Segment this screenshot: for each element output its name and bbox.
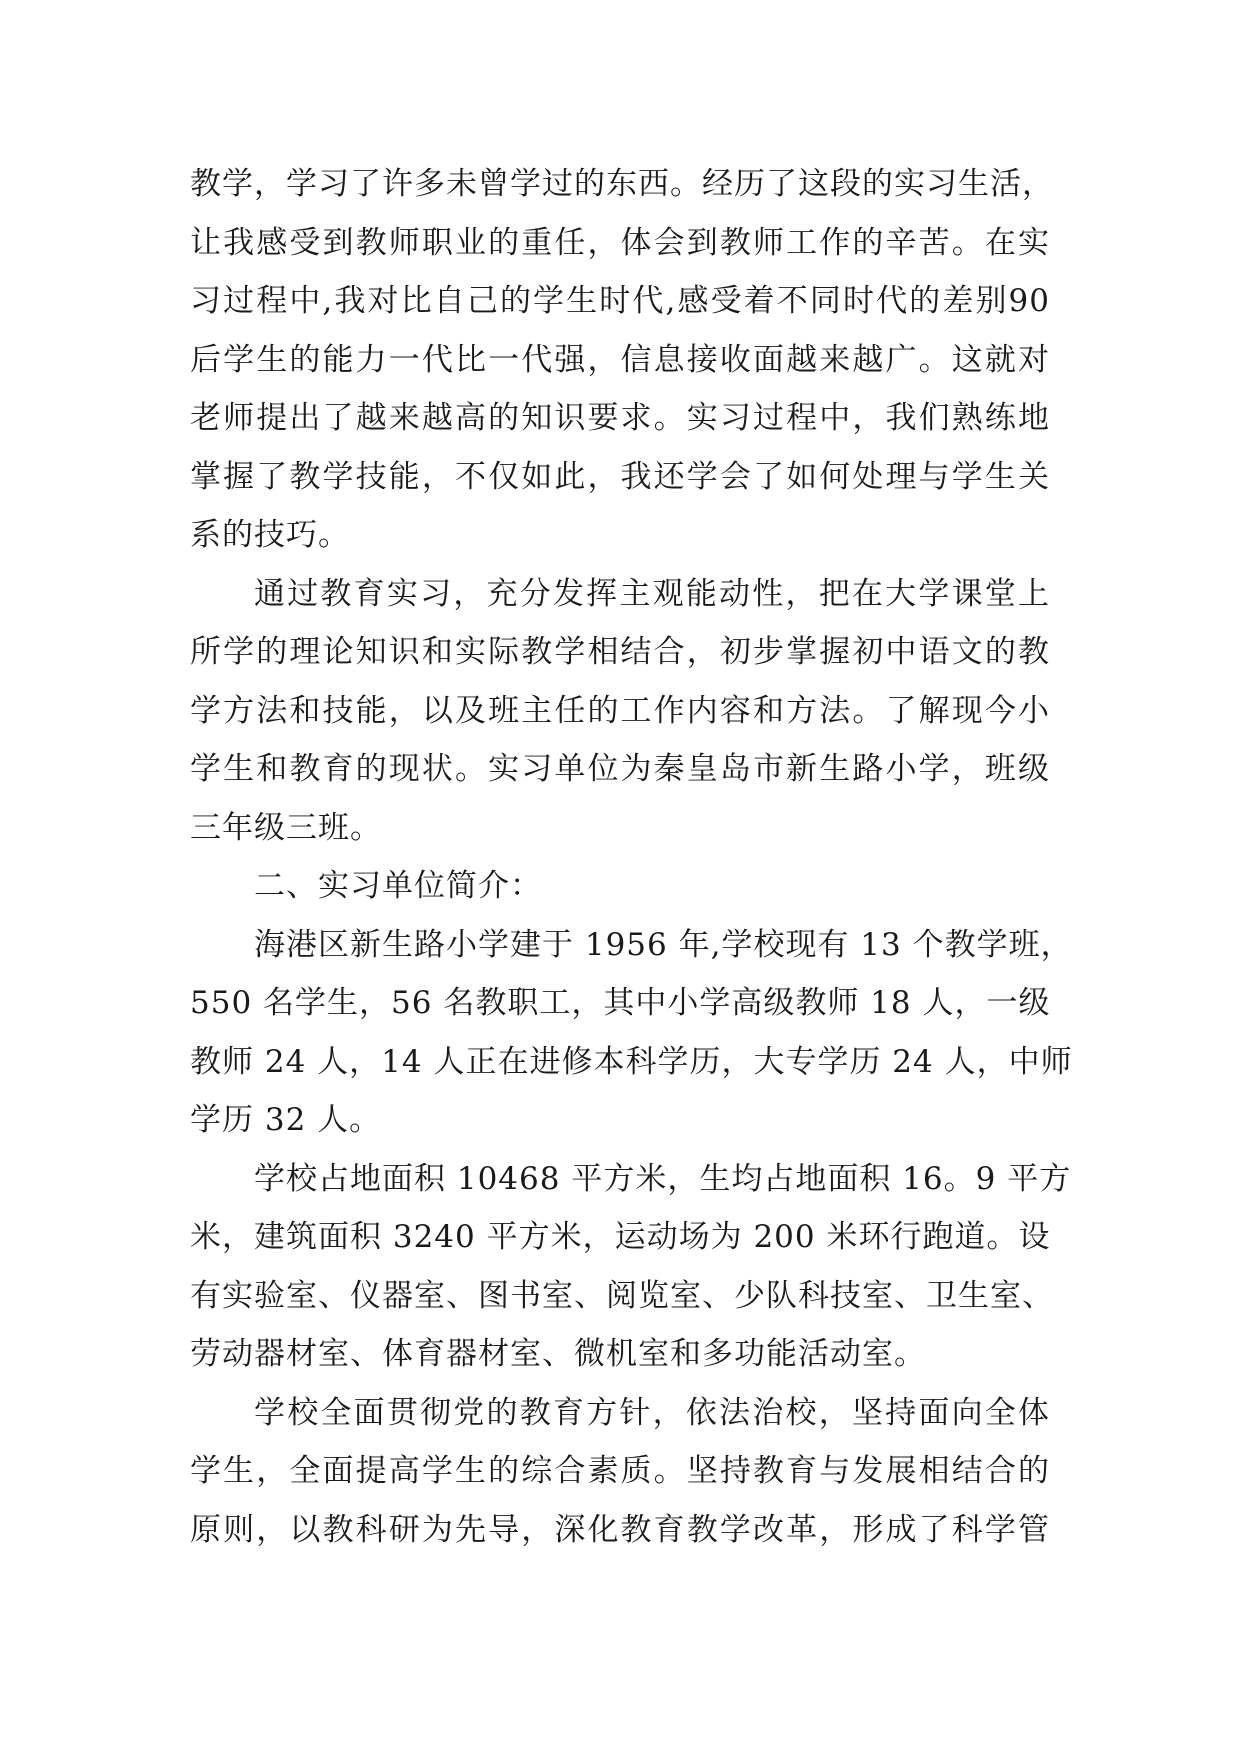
text-line: 米，建筑面积 3240 平方米，运动场为 200 米环行跑道。设 xyxy=(190,1219,1051,1255)
text-line: 老师提出了越来越高的知识要求。实习过程中，我们熟练地 xyxy=(190,400,1050,436)
text-line: 掌握了教学技能，不仅如此，我还学会了如何处理与学生关 xyxy=(190,458,1050,495)
text-line: 二、实习单位简介： xyxy=(254,868,542,904)
text-line: 学方法和技能，以及班主任的工作内容和方法。了解现今小 xyxy=(190,692,1050,729)
document-body xyxy=(190,155,1073,1559)
text-line: 劳动器材室、体育器材室、微机室和多功能活动室。 xyxy=(190,1336,926,1372)
text-line: 海港区新生路小学建于 1956 年,学校现有 13 个教学班， xyxy=(254,926,1073,963)
text-line: 教学，学习了许多未曾学过的东西。经历了这段的实习生活， xyxy=(190,166,1054,202)
text-line: 有实验室、仪器室、图书室、阅览室、少队科技室、卫生室、 xyxy=(190,1277,1054,1314)
text-line: 后学生的能力一代比一代强，信息接收面越来越广。这就对 xyxy=(190,341,1050,378)
text-line: 原则，以教科研为先导，深化教育教学改革，形成了科学管 xyxy=(190,1511,1050,1548)
text-line: 所学的理论知识和实际教学相结合，初步掌握初中语文的教 xyxy=(190,634,1050,670)
text-line: 让我感受到教师职业的重任，体会到教师工作的辛苦。在实 xyxy=(190,224,1050,261)
text-line: 学校全面贯彻党的教育方针，依法治校，坚持面向全体 xyxy=(254,1394,1050,1431)
text-line: 学历 32 人。 xyxy=(190,1102,382,1138)
text-line: 学生和教育的现状。实习单位为秦皇岛市新生路小学，班级 xyxy=(190,751,1050,787)
text-line: 通过教育实习，充分发挥主观能动性，把在大学课堂上 xyxy=(254,575,1050,612)
text-line: 教师 24 人，14 人正在进修本科学历，大专学历 24 人，中师 xyxy=(190,1043,1073,1080)
text-line: 系的技巧。 xyxy=(190,517,350,553)
text-line: 550 名学生，56 名教职工，其中小学高级教师 18 人，一级 xyxy=(190,985,1051,1021)
text-line: 学生，全面提高学生的综合素质。坚持教育与发展相结合的 xyxy=(190,1453,1050,1489)
text-line: 习过程中,我对比自己的学生时代,感受着不同时代的差别90 xyxy=(190,283,1050,319)
text-line: 三年级三班。 xyxy=(190,809,382,846)
text-line: 学校占地面积 10468 平方米，生均占地面积 16。9 平方 xyxy=(254,1160,1072,1197)
